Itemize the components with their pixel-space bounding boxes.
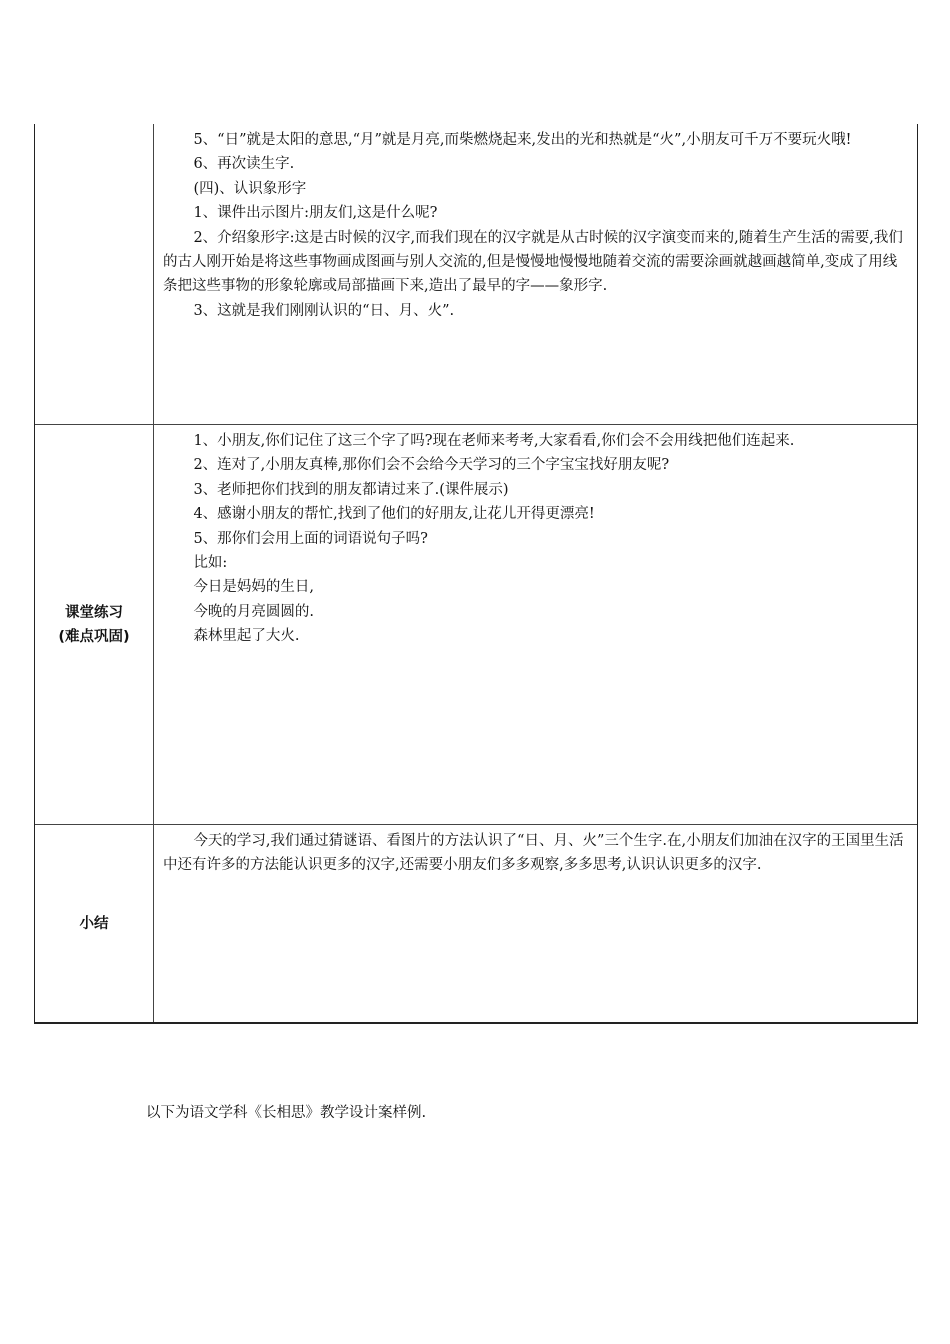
lesson-plan-table — [34, 124, 918, 1024]
footer-note: 以下为语文学科《长相思》教学设计案样例. — [146, 1105, 427, 1121]
row-label-line2: (难点巩固) — [58, 628, 130, 645]
row-content — [154, 825, 917, 1022]
row-content — [154, 124, 917, 424]
table-row-classroom-practice — [35, 424, 917, 824]
row-label-line1: 小结 — [79, 915, 109, 932]
row-content — [154, 425, 917, 824]
paragraph: 2、介绍象形字:这是古时候的汉字,而我们现在的汉字就是从古时候的汉字演变而来的,随着生产生活的需要,我们的古人刚开始是将这些事物画成图画与别人交流的,但是慢慢地慢慢地随着交流的需要涂画就越画越简单,变成了用线条把这些事物的形象轮廓或局部描画下来,造出了最早的字——象形字. — [163, 229, 903, 295]
row-label-classroom-practice — [35, 425, 154, 824]
paragraph: 5、“日”就是太阳的意思,“月”就是月亮,而柴燃烧起来,发出的光和热就是“火”,小朋友可千万不要玩火哦! — [193, 132, 852, 148]
row-label-empty — [35, 124, 154, 424]
table-row-teaching-process — [35, 124, 917, 424]
row-label-line1: 课堂练习 — [65, 604, 123, 621]
paragraph: (四)、认识象形字 — [193, 180, 307, 197]
row-label-summary — [35, 825, 154, 1022]
paragraph: 2、连对了,小朋友真棒,那你们会不会给今天学习的三个字宝宝找好朋友呢? — [193, 457, 670, 474]
paragraph: 今晚的月亮圆圆的. — [193, 603, 315, 620]
paragraph: 1、小朋友,你们记住了这三个字了吗?现在老师来考考,大家看看,你们会不会用线把他们连起来. — [193, 433, 795, 449]
paragraph: 今日是妈妈的生日, — [193, 579, 315, 596]
table-row-summary — [35, 824, 917, 1022]
paragraph: 比如: — [193, 555, 228, 572]
paragraph: 今天的学习,我们通过猜谜语、看图片的方法认识了“日、月、火”三个生字.在,小朋友们加油在汉字的王国里生活中还有许多的方法能认识更多的汉字,还需要小朋友们多多观察,多多思考,认识认识更多的汉字. — [163, 833, 904, 874]
paragraph: 6、再次读生字. — [193, 156, 295, 173]
paragraph: 3、这就是我们刚刚认识的“日、月、火”. — [193, 302, 455, 319]
paragraph: 1、课件出示图片:朋友们,这是什么呢? — [193, 205, 438, 222]
paragraph: 3、老师把你们找到的朋友都请过来了.(课件展示) — [193, 481, 509, 498]
paragraph: 5、那你们会用上面的词语说句子吗? — [193, 530, 428, 547]
paragraph: 4、感谢小朋友的帮忙,找到了他们的好朋友,让花儿开得更漂亮! — [193, 506, 595, 523]
paragraph: 森林里起了大火. — [193, 628, 300, 645]
